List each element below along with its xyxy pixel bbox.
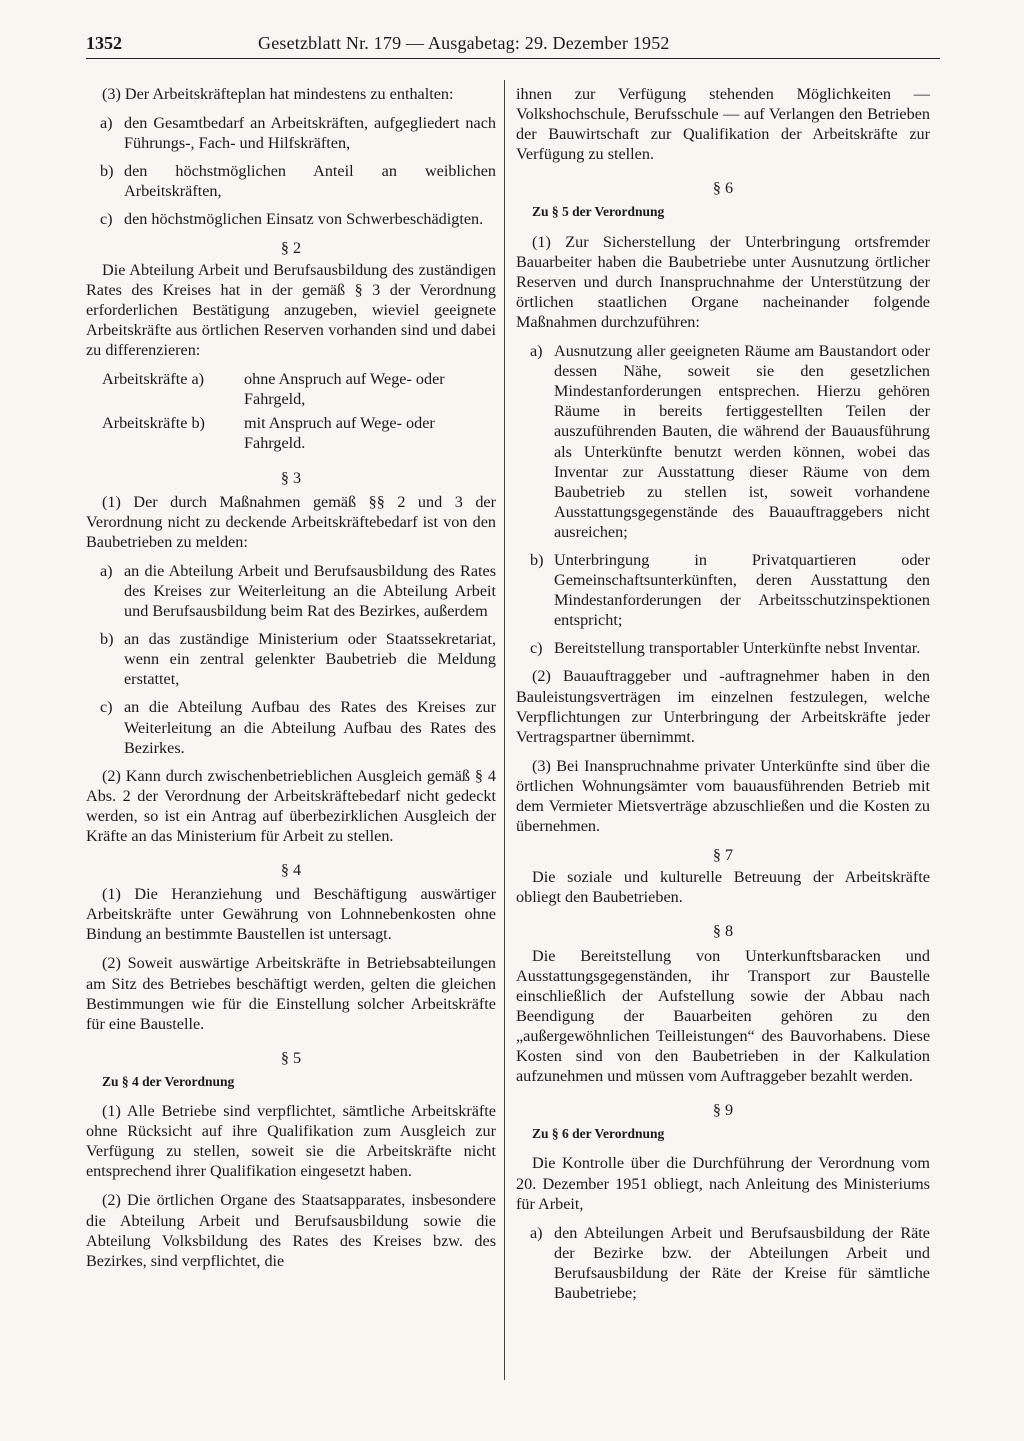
list-item [102,413,496,453]
paragraph-s2: Die Abteilung Arbeit und Berufsausbildung des zuständigen Rates des Kreises hat in der gemäß § 3 der Verordnung erforderlichen Bestätigung anzugeben, wieviel geeignete Arbeitskräfte aus örtlichen Reserven vorhanden sind und dabei zu differenzieren: [86,260,496,360]
page-header [86,30,940,56]
section-heading-2: § 2 [280,238,302,257]
section-reference: Zu § 4 der Verordnung [102,1073,235,1089]
item-text: an die Abteilung Aufbau des Rates des Kreises zur Weiterleitung an die Abteilung Aufbau des Rates des Bezirkes. [124,698,496,757]
item-label: a) [530,342,543,361]
item-label: Arbeitskräfte a) [102,370,205,389]
paragraph-s4-1: (1) Die Heranziehung und Beschäftigung auswärtiger Arbeitskräfte unter Gewährung von Lohnnebenkosten ohne Bindung an bestimmte Baustellen ist untersagt. [86,885,496,944]
item-text: den höchstmöglichen Einsatz von Schwerbeschädigten. [124,210,484,229]
running-title: Gesetzblatt Nr. 179 — Ausgabetag: 29. Dezember 1952 [258,33,670,53]
paragraph-s6-3: (3) Bei Inanspruchnahme privater Unterkünfte sind über die örtlichen Wohnungsämter vom bauausführenden Betrieb mit dem Vermieter Mietsverträge abzuschließen und die Kosten zu übernehmen. [516,756,930,836]
item-label: c) [530,639,543,658]
list-item [100,113,496,153]
item-label: a) [100,561,113,580]
paragraph-s9: Die Kontrolle über die Durchführung der Verordnung vom 20. Dezember 1951 obliegt, nach Anleitung des Ministeriums für Arbeit, [516,1154,930,1213]
item-label: a) [100,114,113,133]
section-heading-3: § 3 [280,468,302,487]
list-item [530,1223,930,1303]
paragraph-continuation: ihnen zur Verfügung stehenden Möglichkeiten — Volkshochschule, Berufsschule — auf Verlangen den Betrieben der Bauwirtschaft zur Qualifikation der Arbeitskräfte zur Verfügung zu stellen. [516,85,930,164]
paragraph-s5-2: (2) Die örtlichen Organe des Staatsapparates, insbesondere die Abteilung Arbeit und Berufsausbildung sowie die Abteilung Volksbildung des Rates des Kreises bzw. des Bezirkes, sind verpflichtet, die [86,1191,496,1270]
item-text: den Abteilungen Arbeit und Berufsausbildung der Räte der Bezirke bzw. der Abteilungen Arbeit und Berufsausbildung der Räte der Kreise für sämtliche Baubetriebe; [554,1223,930,1302]
item-label: c) [100,698,113,717]
list-item [530,341,930,542]
paragraph-s5-1: (1) Alle Betriebe sind verpflichtet, sämtliche Arbeitskräfte ohne Rücksicht auf ihre Qualifikation zum Ausgleich zur Verfügung zu stellen, soweit sie die Arbeitskräfte nicht entsprechend ihrer Qualifikation eingesetzt haben. [86,1102,496,1181]
section-heading-6: § 6 [712,179,734,198]
section-heading-5: § 5 [280,1048,302,1067]
list-item [530,550,930,630]
list-item [530,638,930,658]
section-reference: Zu § 6 der Verordnung [532,1126,665,1142]
item-text: an das zuständige Ministerium oder Staatssekretariat, wenn ein zentral gelenkter Baubetrieb die Meldung erstattet, [124,630,496,689]
section-heading-9: § 9 [712,1101,734,1120]
left-column [86,84,496,1280]
header-rule [86,58,940,59]
list-item [100,209,496,229]
item-label: Arbeitskräfte b) [102,414,205,433]
paragraph-s6-2: (2) Bauauftraggeber und -auftragnehmer haben in den Bauleistungsverträgen im einzelnen festzulegen, welche Verpflichtungen zur Unterbringung der Arbeitskräfte jeder Vertragspartner übernimmt. [516,667,930,746]
column-divider [504,80,505,1380]
section-reference: Zu § 5 der Verordnung [532,204,665,220]
list-item [100,161,496,201]
item-text: an die Abteilung Arbeit und Berufsausbildung des Rates des Kreises zur Weiterleitung an die Abteilung Arbeit und Berufsausbildung beim Rat des Bezirkes, außerdem [124,561,496,621]
paragraph-s4-2: (2) Soweit auswärtige Arbeitskräfte in Betriebsabteilungen am Sitz des Betriebes beschäftigt werden, gelten die gleichen Bestimmungen wie für die Einstellung solcher Arbeitskräfte für eine Baustelle. [86,954,496,1033]
item-label: b) [100,162,114,181]
item-label: b) [100,630,114,649]
item-text: Unterbringung in Privatquartieren oder Gemeinschaftsunterkünften, deren Ausstattung den Mindestanforderungen der Arbeitsschutzinspektionen entspricht; [554,550,930,630]
item-text: Bereitstellung transportabler Unterkünfte nebst Inventar. [554,639,921,658]
paragraph-s7: Die soziale und kulturelle Betreuung der Arbeitskräfte obliegt den Baubetrieben. [516,868,930,907]
paragraph-s8: Die Bereitstellung von Unterkunftsbaracken und Ausstattungsgegenständen, ihr Transport zur Baustelle einschließlich der Aufstellung sowie der Abbau nach Beendigung der Bauarbeiten gehören zu den „außergewöhnlichen Teilleistungen“ des Bauvorhabens. Diese Kosten sind von den Baubetrieben in der Kalkulation aufzunehmen und müssen vom Auftraggeber bezahlt werden. [516,946,930,1086]
item-label: b) [530,550,544,569]
item-text: den höchstmöglichen Anteil an weiblichen Arbeitskräften, [124,162,496,201]
page-number: 1352 [86,33,122,53]
list-item [100,629,496,689]
paragraph-s6-1: (1) Zur Sicherstellung der Unterbringung ortsfremder Bauarbeiter haben die Baubetriebe unter Ausnutzung örtlicher Reserven und durch Inanspruchnahme der Unterstützung der örtlichen staatlichen Organe nacheinander folgende Maßnahmen durchzuführen: [516,232,930,331]
list-item [100,697,496,757]
list-item [102,369,496,409]
paragraph-s3-2: (2) Kann durch zwischenbetrieblichen Ausgleich gemäß § 4 Abs. 2 der Verordnung der Arbeitskräftebedarf nicht gedeckt werden, so ist ein Antrag auf überbezirklichen Ausgleich der Kräfte an das Ministerium für Arbeit zu stellen. [86,766,496,845]
right-column [516,84,930,1311]
section-heading-8: § 8 [712,922,734,941]
item-text: mit Anspruch auf Wege- oder Fahrgeld. [244,414,435,453]
paragraph-p3-intro: (3) Der Arbeitskräfteplan hat mindestens zu enthalten: [102,85,454,103]
paragraph-s3-1: (1) Der durch Maßnahmen gemäß §§ 2 und 3 der Verordnung nicht zu deckende Arbeitskräftebedarf ist von den Baubetrieben zu melden: [86,492,496,551]
section-heading-4: § 4 [280,861,302,880]
item-text: den Gesamtbedarf an Arbeitskräften, aufgegliedert nach Führungs-, Fach- und Hilfskräften, [124,114,496,153]
list-item [100,561,496,621]
item-text: ohne Anspruch auf Wege- oder Fahrgeld, [244,370,445,409]
item-label: a) [530,1223,543,1242]
item-text: Ausnutzung aller geeigneten Räume am Baustandort oder dessen Nähe, soweit sie den gesetzlichen Mindestanforderungen entsprechen. Hierzu gehören Räume in bereits fertiggestellten Teilen der auszuführenden Bauten, die während der Bauausführung als Unterkünfte benutzt werden können, wobei das Inventar zur Ausstattung dieser Räume von dem Baubetrieb zu stellen ist, soweit vorhandene Ausstattungsgegenstände des Bauauftraggebers nicht ausreichen; [554,342,930,541]
section-heading-7: § 7 [712,846,734,865]
item-label: c) [100,210,113,229]
